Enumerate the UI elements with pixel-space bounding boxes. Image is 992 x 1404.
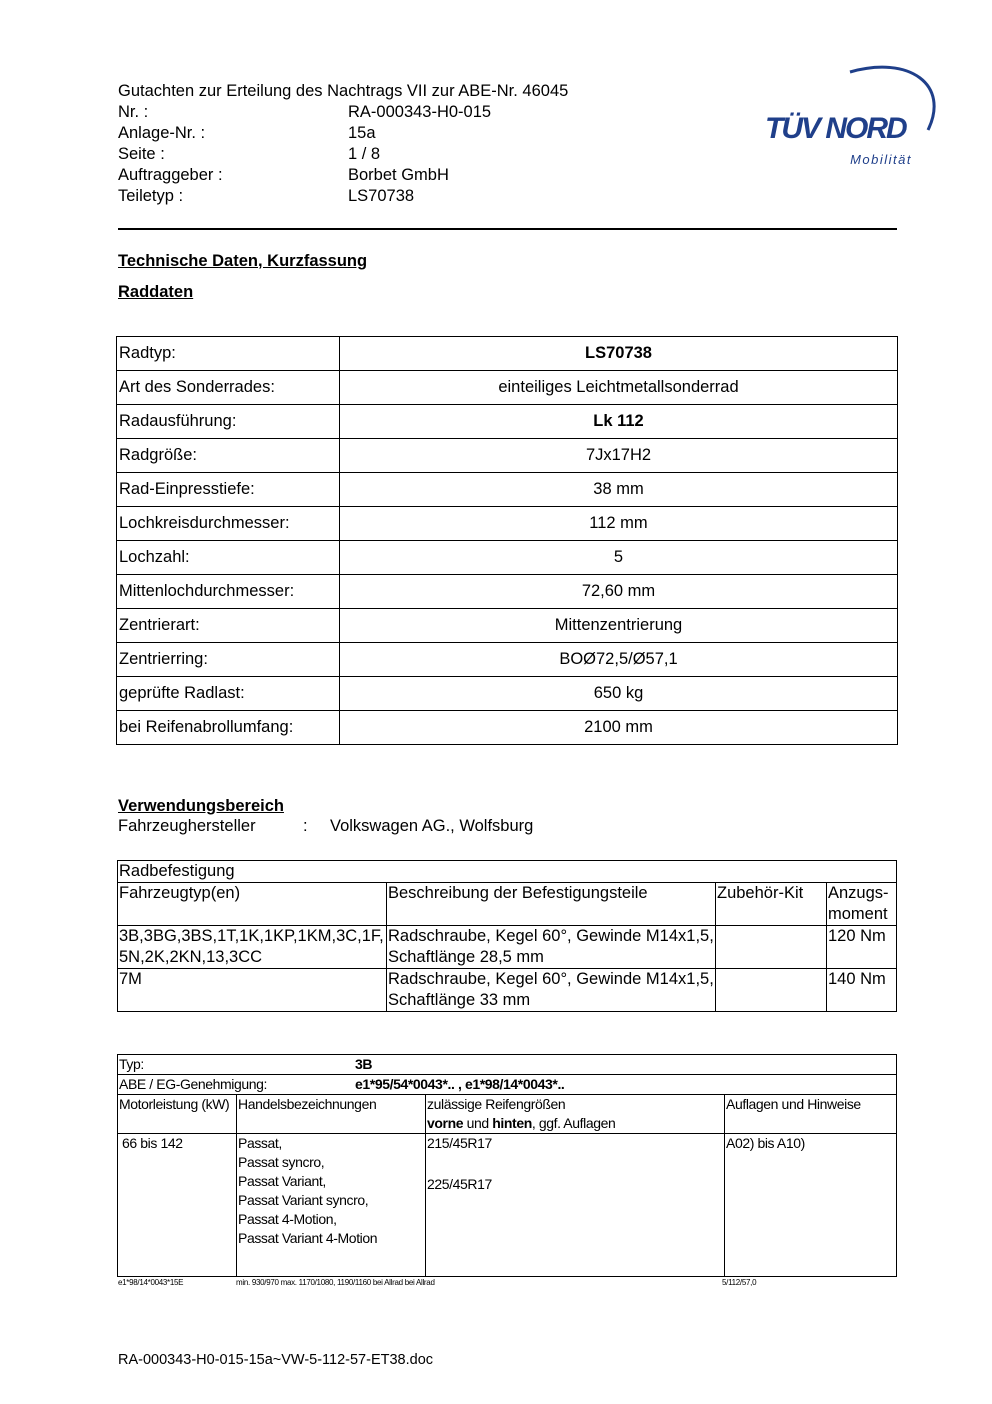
header-rule [118, 228, 897, 230]
header-handelsbezeichnungen: Handelsbezeichnungen [237, 1095, 426, 1134]
header-anzugsmoment: Anzugs-moment [827, 883, 897, 926]
raddaten-row [117, 371, 898, 405]
section-heading-tech: Technische Daten, Kurzfassung [118, 252, 368, 270]
raddaten-label: Radtyp: [117, 337, 340, 371]
befestigung-typ: 7M [118, 969, 387, 1012]
befestigung-beschreibung: Radschraube, Kegel 60°, Gewinde M14x1,5, Schaftlänge 28,5 mm [387, 926, 716, 969]
row-handelsbezeichnungen [237, 1134, 426, 1277]
raddaten-row [117, 337, 898, 371]
raddaten-label: Radgröße: [117, 439, 340, 473]
raddaten-value: BOØ72,5/Ø57,1 [340, 643, 898, 677]
footer-mid: min. 930/970 max. 1170/1080, 1190/1160 bei Allrad bei Allrad [236, 1278, 435, 1287]
raddaten-label: Zentrierart: [117, 609, 340, 643]
handelsbezeichnung: Passat Variant 4-Motion [238, 1230, 378, 1246]
raddaten-value: 650 kg [340, 677, 898, 711]
abe-row [118, 1075, 897, 1095]
befestigung-row [118, 969, 897, 1012]
raddaten-label: Mittenlochdurchmesser: [117, 575, 340, 609]
befestigung-kit [716, 926, 827, 969]
abe-label: ABE / EG-Genehmigung: [119, 1076, 268, 1092]
reifen-header-und: und [463, 1115, 493, 1131]
header-value: RA-000343-H0-015 [348, 103, 492, 121]
header-row [118, 123, 568, 144]
raddaten-row [117, 507, 898, 541]
typ-label: Typ: [119, 1056, 144, 1072]
header-beschreibung: Beschreibung der Befestigungsteile [387, 883, 716, 926]
handelsbezeichnung: Passat 4-Motion, [238, 1211, 337, 1227]
header-zubehoer-kit: Zubehör-Kit [716, 883, 827, 926]
raddaten-value: Mittenzentrierung [340, 609, 898, 643]
handelsbezeichnung: Passat Variant, [238, 1173, 326, 1189]
logo-sub: Mobilität [850, 152, 912, 167]
reifen-header-b: , ggf. Auflagen [531, 1115, 616, 1131]
befestigung-typ: 3B,3BG,3BS,1T,1K,1KP,1KM,3C,1F,5N,2K,2KN,13,3CC [118, 926, 387, 969]
reifen-1: 215/45R17 [427, 1135, 492, 1151]
handelsbezeichnung: Passat Variant syncro, [238, 1192, 369, 1208]
raddaten-row [117, 575, 898, 609]
row-motorleistung: 66 bis 142 [118, 1134, 237, 1277]
hersteller-label: Fahrzeughersteller [118, 817, 256, 835]
raddaten-label: Lochkreisdurchmesser: [117, 507, 340, 541]
header-auflagen: Auflagen und Hinweise [725, 1095, 897, 1134]
raddaten-value: LS70738 [340, 337, 898, 371]
raddaten-value: Lk 112 [340, 405, 898, 439]
hersteller-sep: : [303, 817, 308, 835]
raddaten-row [117, 677, 898, 711]
typ-table [117, 1054, 897, 1277]
header-key: Auftraggeber : [118, 166, 223, 184]
befestigung-title: Radbefestigung [118, 861, 897, 883]
raddaten-row [117, 609, 898, 643]
header-value: LS70738 [348, 187, 415, 205]
header-value: 1 / 8 [348, 145, 381, 163]
raddaten-row [117, 439, 898, 473]
raddaten-row [117, 643, 898, 677]
fahrzeughersteller-line [118, 817, 533, 836]
document-filename: RA-000343-H0-015-15a~VW-5-112-57-ET38.doc [118, 1352, 434, 1368]
footer-right: 5/112/57,0 [722, 1278, 757, 1287]
raddaten-value: 2100 mm [340, 711, 898, 745]
section-heading-raddaten: Raddaten [118, 283, 194, 301]
handelsbezeichnung: Passat, [238, 1135, 282, 1151]
raddaten-label: Lochzahl: [117, 541, 340, 575]
header-key: Seite : [118, 145, 165, 163]
header-row [118, 186, 568, 207]
raddaten-row [117, 711, 898, 745]
raddaten-table [116, 336, 898, 745]
header-value: 15a [348, 124, 376, 142]
header-row [118, 165, 568, 186]
raddaten-value: einteiliges Leichtmetallsonderrad [340, 371, 898, 405]
raddaten-value: 38 mm [340, 473, 898, 507]
row-reifen [426, 1134, 725, 1277]
typ-row [118, 1055, 897, 1075]
document-header [118, 81, 568, 207]
header-row [118, 102, 568, 123]
header-key: Anlage-Nr. : [118, 124, 206, 142]
befestigung-row [118, 926, 897, 969]
header-row [118, 144, 568, 165]
raddaten-row [117, 473, 898, 507]
reifen-header-hinten: hinten [492, 1115, 532, 1131]
typ-value: 3B [355, 1056, 373, 1072]
header-key: Teiletyp : [118, 187, 184, 205]
handelsbezeichnung: Passat syncro, [238, 1154, 325, 1170]
befestigung-kit [716, 969, 827, 1012]
raddaten-value: 112 mm [340, 507, 898, 541]
document-title: Gutachten zur Erteilung des Nachtrags VII zur ABE-Nr. 46045 [118, 82, 569, 100]
raddaten-value: 5 [340, 541, 898, 575]
befestigung-moment: 120 Nm [827, 926, 897, 969]
raddaten-row [117, 541, 898, 575]
befestigung-beschreibung: Radschraube, Kegel 60°, Gewinde M14x1,5, Schaftlänge 33 mm [387, 969, 716, 1012]
raddaten-row [117, 405, 898, 439]
raddaten-value: 72,60 mm [340, 575, 898, 609]
tuv-nord-logo [760, 60, 950, 170]
raddaten-label: Radausführung: [117, 405, 340, 439]
radbefestigung-table [117, 860, 897, 1012]
raddaten-label: Art des Sonderrades: [117, 371, 340, 405]
raddaten-label: Rad-Einpresstiefe: [117, 473, 340, 507]
header-reifengroessen [426, 1095, 725, 1134]
row-auflagen: A02) bis A10) [725, 1134, 897, 1277]
hersteller-value: Volkswagen AG., Wolfsburg [330, 817, 534, 835]
header-motorleistung: Motorleistung (kW) [118, 1095, 237, 1134]
reifen-header-a: zulässige Reifengrößen [427, 1096, 566, 1112]
abe-value: e1*95/54*0043*.. , e1*98/14*0043*.. [355, 1076, 565, 1092]
logo-swoosh-icon [760, 60, 950, 170]
header-fahrzeugtyp: Fahrzeugtyp(en) [118, 883, 387, 926]
header-value: Borbet GmbH [348, 166, 449, 184]
befestigung-moment: 140 Nm [827, 969, 897, 1012]
logo-brand: TÜV NORD [765, 112, 906, 145]
footer-left: e1*98/14*0043*15E [118, 1278, 184, 1287]
reifen-header-vorne: vorne [427, 1115, 464, 1131]
section-heading-verwendung: Verwendungsbereich [118, 797, 284, 815]
raddaten-label: bei Reifenabrollumfang: [117, 711, 340, 745]
raddaten-value: 7Jx17H2 [340, 439, 898, 473]
reifen-2: 225/45R17 [427, 1176, 492, 1192]
header-key: Nr. : [118, 103, 149, 121]
raddaten-label: Zentrierring: [117, 643, 340, 677]
raddaten-label: geprüfte Radlast: [117, 677, 340, 711]
